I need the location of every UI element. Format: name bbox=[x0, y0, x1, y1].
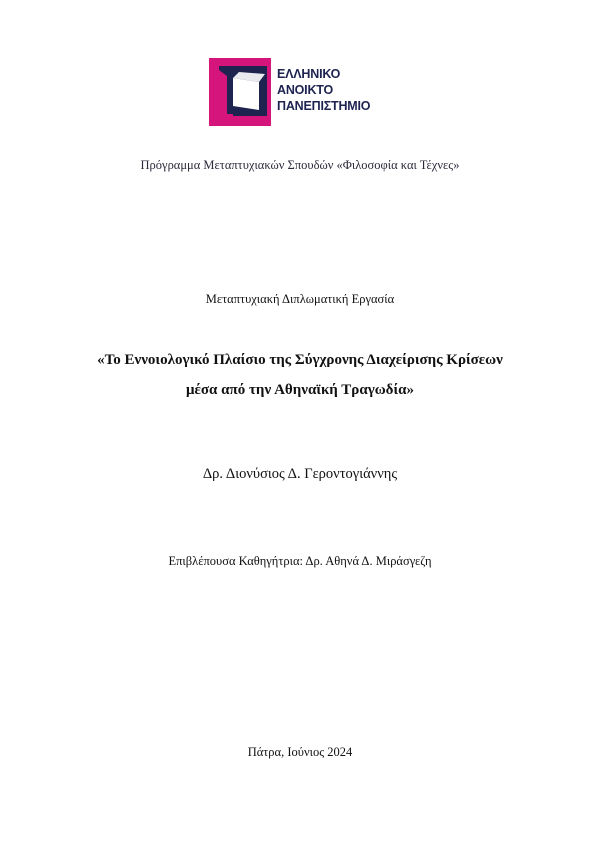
university-logo bbox=[209, 58, 384, 126]
thesis-title-line-2: μέσα από την Αθηναϊκή Τραγωδία» bbox=[185, 382, 414, 398]
logo-line-1: ΕΛΛΗΝΙΚΟ bbox=[277, 67, 341, 81]
logo-wordmark bbox=[277, 66, 387, 114]
thesis-type: Μεταπτυχιακή Διπλωματική Εργασία bbox=[205, 292, 395, 306]
logo-line-2: ΑΝΟΙΚΤΟ bbox=[277, 83, 334, 97]
hou-logo-mark-icon bbox=[209, 58, 273, 126]
supervisor: Επιβλέπουσα Καθηγήτρια: Δρ. Αθηνά Δ. Μιράσγεζη bbox=[168, 554, 432, 568]
thesis-title-line-1: «Το Εννοιολογικό Πλαίσιο της Σύγχρονης Διαχείρισης Κρίσεων bbox=[97, 352, 503, 368]
author-name: Δρ. Διονύσιος Δ. Γεροντογιάννης bbox=[202, 466, 398, 482]
logo-line-3: ΠΑΝΕΠΙΣΤΗΜΙΟ bbox=[277, 99, 371, 113]
place-date: Πάτρα, Ιούνιος 2024 bbox=[247, 745, 353, 759]
program-name: Πρόγραμμα Μεταπτυχιακών Σπουδών «Φιλοσοφία και Τέχνες» bbox=[140, 158, 460, 172]
